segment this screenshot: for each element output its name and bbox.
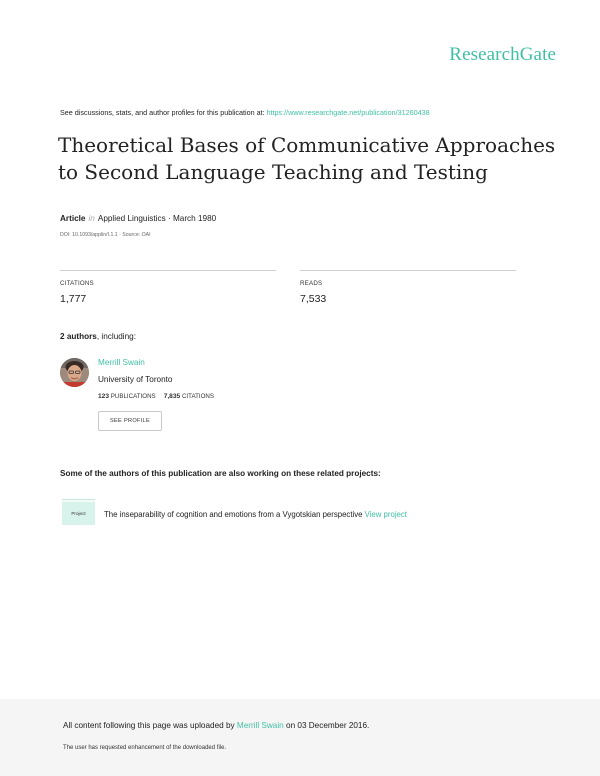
- upload-prefix: All content following this page was uploaded by: [63, 721, 237, 730]
- project-item: [104, 510, 407, 519]
- project-folder-icon: [62, 499, 95, 525]
- title-line-2: to Second Language Teaching and Testing: [58, 160, 488, 184]
- author-photo-icon: [60, 358, 89, 387]
- publication-link[interactable]: https://www.researchgate.net/publication/31260438: [266, 108, 430, 117]
- citations-stat: [60, 270, 276, 305]
- enhancement-notice: The user has requested enhancement of the downloaded file.: [63, 745, 227, 751]
- title-line-1: Theoretical Bases of Communicative Approaches: [58, 133, 556, 157]
- author-citations-count: 7,835: [163, 393, 181, 400]
- related-projects-header: Some of the authors of this publication are also working on these related projects:: [60, 469, 381, 478]
- authors-count: 2 authors: [60, 332, 97, 341]
- upload-suffix: on 03 December 2016.: [283, 721, 370, 730]
- author-citations-label: CITATIONS: [181, 393, 215, 400]
- publications-count: 123: [98, 393, 110, 400]
- publication-type: Article: [60, 214, 86, 223]
- publications-label: PUBLICATIONS: [110, 393, 156, 400]
- reads-stat: [300, 270, 516, 305]
- meta-in: in: [88, 214, 95, 223]
- reads-value: 7,533: [300, 293, 327, 305]
- author-affiliation: University of Toronto: [98, 375, 173, 384]
- project-icon-label: Project: [62, 502, 95, 525]
- page-footer: [0, 699, 600, 776]
- journal-date: Applied Linguistics · March 1980: [97, 214, 217, 223]
- citations-label: CITATIONS: [60, 280, 94, 287]
- author-name-link[interactable]: Merrill Swain: [98, 358, 145, 367]
- uploader-link[interactable]: Merrill Swain: [236, 721, 284, 730]
- upload-notice: [63, 721, 369, 730]
- see-profile-button[interactable]: SEE PROFILE: [98, 411, 162, 431]
- author-stats: [98, 393, 214, 400]
- researchgate-logo[interactable]: ResearchGate: [449, 44, 556, 65]
- publication-meta: [60, 214, 216, 223]
- disclaimer: [60, 108, 430, 117]
- authors-including: , including:: [96, 332, 137, 341]
- view-project-link[interactable]: View project: [364, 510, 407, 519]
- reads-label: READS: [300, 280, 323, 287]
- disclaimer-text: See discussions, stats, and author profiles for this publication at:: [60, 108, 267, 117]
- authors-header: [60, 332, 136, 341]
- publication-title: [58, 132, 558, 186]
- doi-source: DOI: 10.1093/applin/I.1.1 · Source: OAI: [60, 232, 151, 238]
- citations-value: 1,777: [60, 293, 87, 305]
- project-title: The inseparability of cognition and emotions from a Vygotskian perspective: [104, 510, 365, 519]
- avatar[interactable]: [60, 358, 89, 387]
